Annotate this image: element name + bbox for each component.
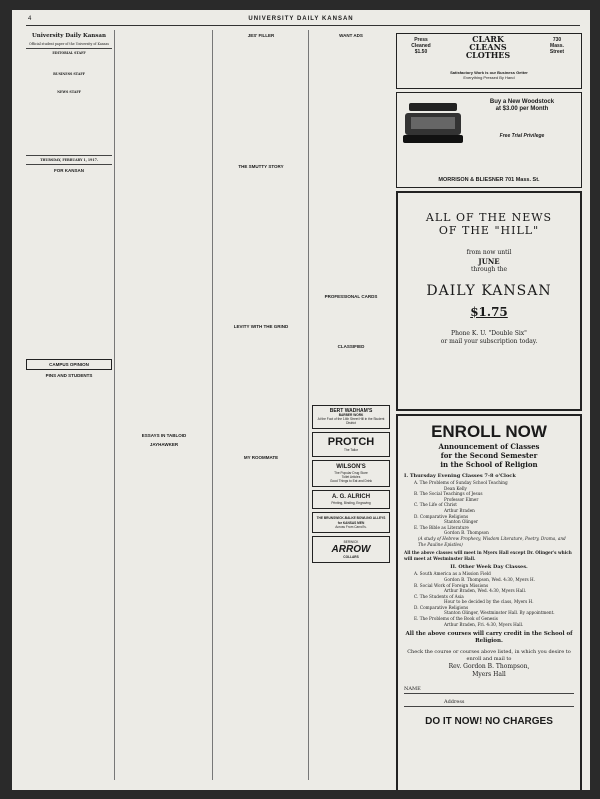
course-d-teacher: Stanton Olinger (444, 519, 478, 525)
editorial-staff-heading: EDITORIAL STAFF (52, 51, 86, 56)
clark-ad (396, 33, 582, 89)
enroll-section-1: I. Thursday Evening Classes 7-8 o'Clock (404, 473, 516, 479)
course-b: B. The Social Teachings of Jesus (414, 491, 483, 497)
hill-from: from now until (466, 249, 512, 256)
s2-course-b: B. Social Work of Foreign Missions (414, 582, 489, 588)
bert-name: BERT WADHAM'S (329, 407, 373, 414)
body-text (26, 95, 112, 153)
jayhawker-title: JAYHAWKER (149, 441, 179, 447)
enroll-name-label: NAME (404, 686, 421, 693)
arrow-brand: ARROW (331, 544, 371, 556)
hill-phone: Phone K. U. "Double Six" (451, 330, 527, 337)
s2-course-a-time: Gordon B. Thompson, Wed. 4:30, Myers H. (444, 576, 535, 582)
alrich-name: A. G. ALRICH (331, 494, 371, 501)
course-a: A. The Problems of Sunday School Teaching (414, 480, 508, 485)
body-text (312, 352, 390, 402)
clark-logo-2: CLEANS (469, 42, 507, 52)
woodstock-ad (396, 92, 582, 188)
wilsons-sub3: Good Things to Eat and Drink (330, 478, 372, 483)
enroll-title: ENROLL NOW (431, 422, 547, 441)
right-ads (396, 30, 582, 790)
column-1 (26, 30, 112, 784)
body-text (26, 381, 112, 681)
enroll-announce-2: for the Second Semester (440, 451, 538, 460)
wilsons-sub: The Popular Drug Store (334, 470, 368, 475)
masthead-title: UNIVERSITY DAILY KANSAN (248, 16, 354, 22)
enroll-announce-3: in the School of Religion (440, 460, 538, 469)
enroll-announce-1: Announcement of Classes (438, 442, 540, 451)
hill-mail: or mail your subscription today. (440, 338, 538, 345)
body-text (26, 176, 112, 356)
enroll-myers: Myers Hall (472, 671, 506, 679)
brunswick-sub2: Across From Carroll's. (335, 524, 367, 529)
clark-tag-2: Everything Pressed By Hand (463, 75, 515, 80)
news-staff-heading: NEWS STAFF (57, 89, 81, 94)
s2-course-e-time: Arthur Braden, Fri. 4:30, Myers Hall. (444, 621, 524, 627)
masthead-rule (26, 25, 580, 26)
clark-logo-3: CLOTHES (465, 50, 511, 60)
levity-title: LEVITY WITH THE GRIND (233, 324, 289, 329)
hill-line-1: ALL OF THE NEWS (425, 211, 553, 224)
divider (26, 48, 112, 49)
wilsons-ad (312, 460, 390, 488)
masthead (12, 16, 590, 22)
woodstock-line-2: at $3.00 per Month (495, 106, 549, 112)
protch-sub: The Tailor (344, 448, 358, 453)
body-text (118, 449, 210, 649)
hill-ad (396, 191, 582, 411)
clark-logo-1: CLARK (472, 34, 504, 44)
column-2 (118, 30, 210, 784)
course-a-teacher: Dean Kelly (444, 485, 467, 491)
newspaper-page (12, 10, 590, 790)
course-c-teacher: Arthur Braden (444, 507, 475, 513)
s2-course-d-time: Stanton Olinger, Westminster Hall. By appointment. (444, 610, 555, 616)
course-e-teacher: Gordon B. Thompson (444, 530, 489, 536)
clark-press: Press (414, 37, 428, 43)
wilsons-sub2: Toilet Articles (341, 474, 361, 479)
body-text (312, 41, 390, 291)
column-4 (312, 30, 390, 784)
clark-addr-3: Street (549, 49, 565, 55)
arrow-sub: COLLARS (343, 555, 359, 560)
course-c: C. The Life of Christ (414, 502, 457, 508)
alrich-ad (312, 490, 390, 509)
clark-cleaned: Cleaned (411, 43, 431, 49)
protch-name: PROTCH (327, 436, 375, 449)
smutty-title: THE SMUTTY STORY (238, 163, 284, 169)
clark-tag-1: Satisfactory Work is our Business Getter (450, 70, 528, 75)
s2-course-c: C. The Students of Asia (414, 593, 464, 599)
column-rule (308, 30, 309, 780)
body-text (312, 301, 390, 341)
enroll-note-1: All the above classes will meet in Myers Hall except Dr. Olinger's which will meet at Westminster Hall. (404, 550, 572, 561)
column-rule (212, 30, 213, 780)
enroll-address-field[interactable] (404, 698, 574, 707)
woodstock-trial: Free Trial Privilege (499, 133, 545, 139)
paper-title: University Daily Kansan (32, 33, 106, 39)
s2-course-d: D. Comparative Religions (414, 604, 469, 610)
issue-date: THURSDAY, FEBRUARY 1, 1917. (40, 157, 98, 162)
course-b-teacher: Professor Elmer (444, 496, 479, 502)
campus-opinion-box (26, 359, 112, 371)
bert-sub: BARBER WORK (338, 412, 364, 417)
enroll-credit: All the above courses will carry credit in the School of Religion. (405, 631, 573, 645)
enroll-rev: Rev. Gordon B. Thompson, (448, 663, 530, 671)
hill-paper: DAILY KANSAN (426, 283, 552, 299)
hill-through: through the (470, 266, 508, 273)
hill-line-2: OF THE "HILL" (438, 224, 540, 237)
column-3 (216, 30, 306, 784)
body-text (216, 171, 306, 321)
wilsons-name: WILSON'S (336, 463, 366, 470)
enroll-address-label: Address (444, 699, 465, 706)
editorial-title: FOR KANSAN (54, 168, 84, 174)
business-staff-heading: BUSINESS STAFF (53, 72, 85, 77)
arrow-ad (312, 536, 390, 563)
clark-addr-1: 730 (552, 37, 562, 43)
page-number: 4 (28, 16, 32, 22)
enroll-section-2: II. Other Week Day Classes. (450, 564, 528, 571)
course-d: D. Comparative Religions (414, 513, 469, 519)
enroll-check: Check the course or courses above listed, in which you desire to enroll and mail to (407, 649, 571, 663)
brunswick-ad (312, 512, 390, 533)
roommate-title: MY ROOMMATE (243, 454, 279, 460)
hill-price: $1.75 (470, 305, 508, 319)
body-text (216, 332, 306, 452)
arrow-name: BERWICK (343, 539, 359, 544)
paper-subtitle: Official student paper of the University of Kansas (29, 42, 109, 46)
woodstock-store: MORRISON & BLIESNER 701 Mass. St. (438, 177, 540, 183)
essays-title: ESSAYS IN TABLOID (141, 433, 187, 438)
divider (26, 155, 112, 156)
enroll-final: DO IT NOW! NO CHARGES (425, 716, 553, 728)
bert-addr: At the Foot of the 14th Street Hill in the Student District (317, 416, 385, 426)
want-ads-title: WANT ADS (339, 33, 363, 38)
clark-addr-2: Mass. (550, 43, 564, 49)
course-e-note: (A study of Hebrew Prophecy, Wisdom Literature, Poetry, Drama, and The Pauline Epistles) (418, 535, 566, 547)
course-e: E. The Bible as Literature (414, 524, 469, 530)
poem (216, 462, 306, 562)
brunswick-name: THE BRUNSWICK-BALKE BOWLING ALLEYS (316, 516, 386, 521)
hill-june: JUNE (478, 257, 500, 266)
woodstock-line-1: Buy a New Woodstock (489, 99, 555, 105)
protch-ad (312, 432, 390, 456)
column-rule (114, 30, 115, 780)
body-text (26, 56, 112, 70)
brunswick-sub: for KANSAS MEN (337, 520, 365, 525)
professional-cards-title: PROFESSIONAL CARDS (324, 293, 378, 299)
enroll-ad (396, 414, 582, 790)
pins-title: PINS AND STUDENTS (45, 373, 93, 379)
classified-title: CLASSIFIED (337, 344, 365, 349)
enroll-name-field[interactable] (404, 685, 574, 694)
bert-wadham-ad (312, 405, 390, 430)
jes-filler-title: JES' FILLER (247, 33, 275, 38)
body-text (26, 78, 112, 88)
s2-course-b-time: Arthur Braden, Wed. 4:30, Myers Hall. (444, 588, 527, 594)
s2-course-e: E. The Problems of the Book of Genesis (414, 616, 498, 622)
s2-course-c-time: Hour to be decided by the class, Myers H. (444, 599, 534, 605)
poem (216, 41, 306, 161)
clark-price: $1.50 (414, 49, 428, 55)
body-text (118, 30, 210, 430)
campus-opinion-title: CAMPUS OPINION (49, 361, 89, 367)
s2-course-a: A. South America as a Mission Field (414, 571, 491, 577)
alrich-sub: Printing, Binding, Engraving (331, 501, 371, 506)
typewriter-icon (403, 99, 463, 147)
divider (26, 164, 112, 165)
